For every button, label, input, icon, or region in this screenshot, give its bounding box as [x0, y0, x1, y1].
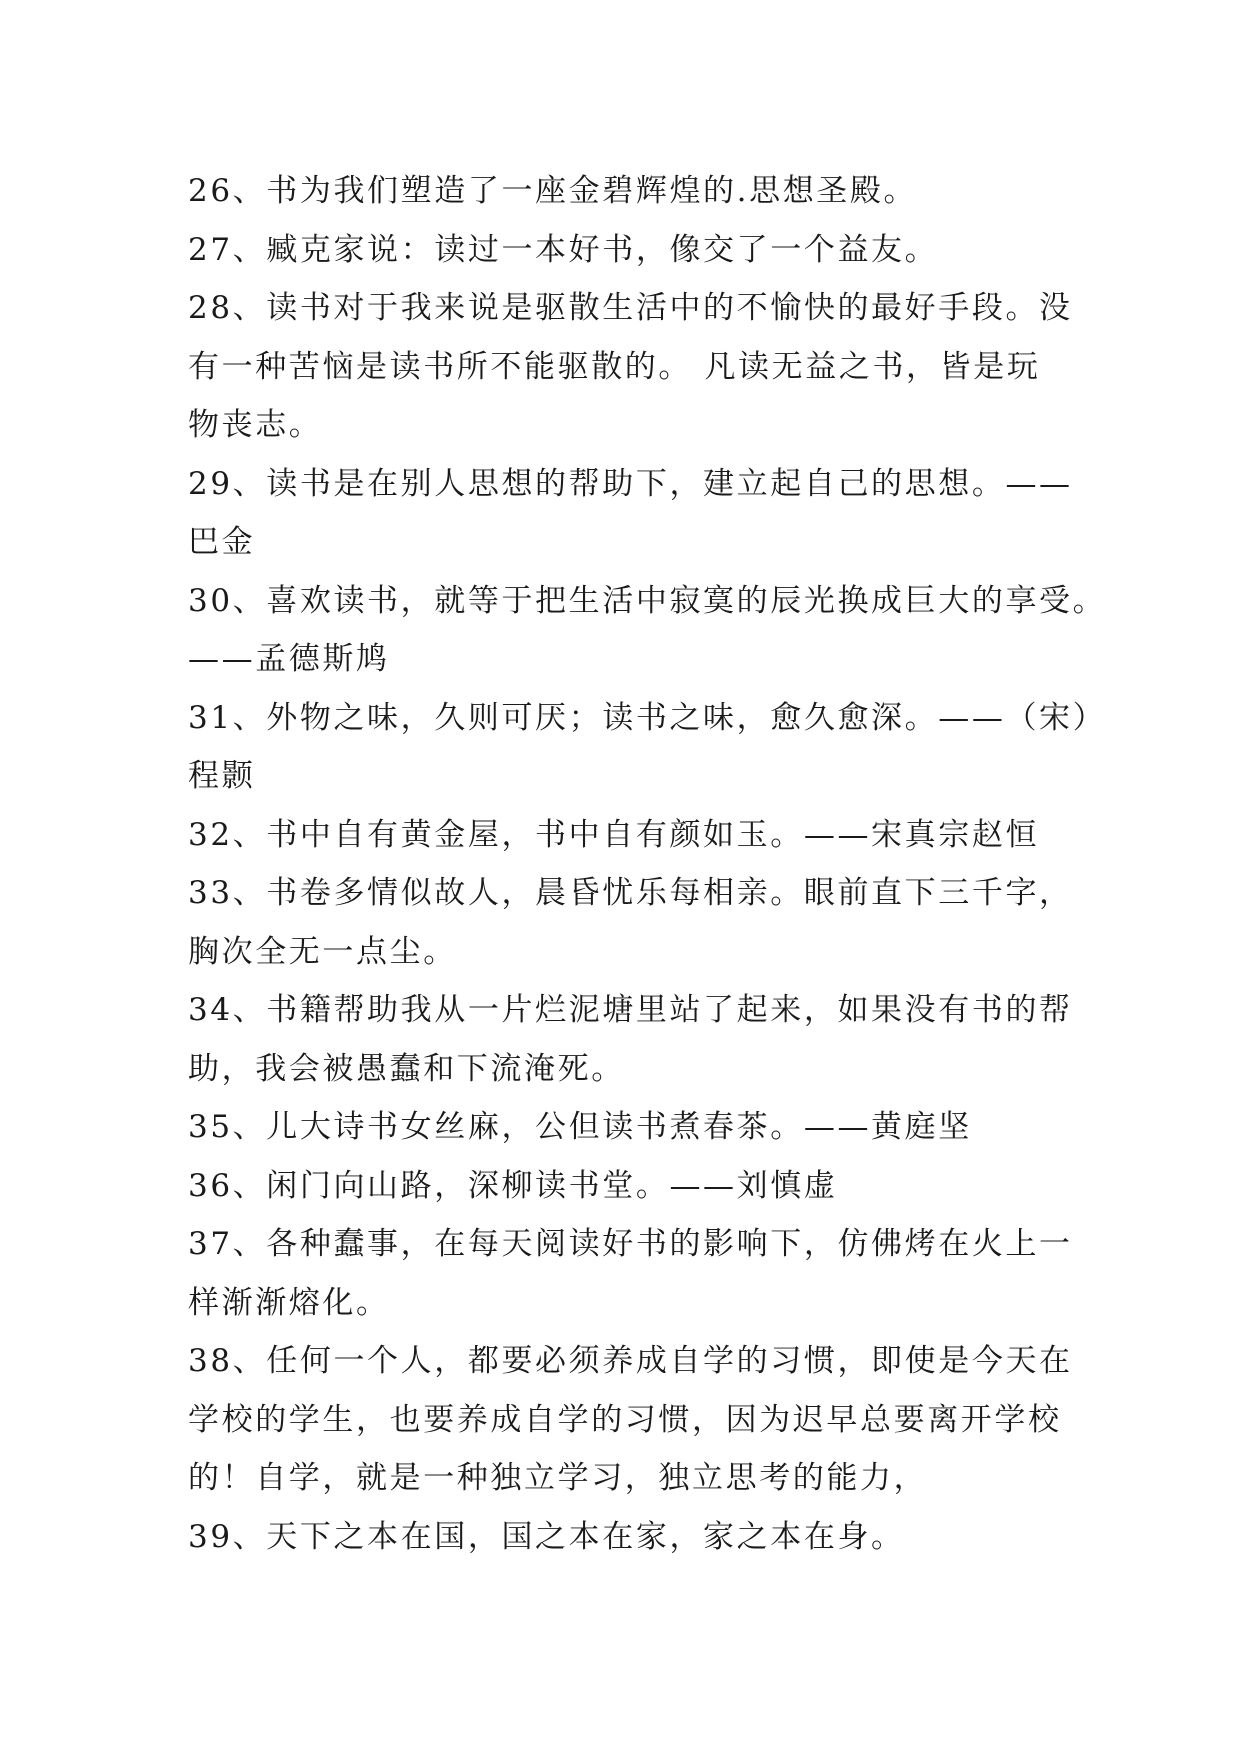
- text-line: 物丧志。: [188, 407, 323, 443]
- text-line: 32、书中自有黄金屋，书中自有颜如玉。——宋真宗赵恒: [188, 816, 1040, 853]
- text-line: 30、喜欢读书，就等于把生活中寂寞的辰光换成巨大的享受。: [188, 582, 1107, 619]
- quote-list: [188, 162, 1107, 1566]
- text-line: 29、读书是在别人思想的帮助下，建立起自己的思想。——: [188, 465, 1073, 502]
- text-line: 胸次全无一点尘。: [188, 933, 457, 970]
- text-line: 34、书籍帮助我从一片烂泥塘里站了起来，如果没有书的帮: [188, 992, 1073, 1028]
- text-line: 助，我会被愚蠢和下流淹死。: [188, 1050, 625, 1087]
- text-line: 样渐渐熔化。: [188, 1284, 390, 1321]
- text-line: 31、外物之味，久则可厌；读书之味，愈久愈深。——（宋）: [188, 699, 1107, 736]
- text-line: 有一种苦恼是读书所不能驱散的。 凡读无益之书，皆是玩: [188, 348, 1041, 385]
- text-line: 35、儿大诗书女丝麻，公但读书煮春茶。——黄庭坚: [188, 1109, 972, 1145]
- text-line: 28、读书对于我来说是驱散生活中的不愉快的最好手段。没: [188, 290, 1073, 326]
- text-line: 39、天下之本在国，国之本在家，家之本在身。: [188, 1518, 905, 1555]
- text-line: 26、书为我们塑造了一座金碧辉煌的.思想圣殿。: [188, 173, 918, 209]
- text-line: 38、任何一个人，都要必须养成自学的习惯，即使是今天在: [188, 1343, 1073, 1379]
- text-line: 程颢: [188, 758, 256, 794]
- text-line: 33、书卷多情似故人，晨昏忧乐每相亲。眼前直下三千字，: [188, 875, 1073, 911]
- text-line: 学校的学生，也要养成自学的习惯，因为迟早总要离开学校: [188, 1401, 1062, 1438]
- text-line: 36、闲门向山路，深柳读书堂。——刘慎虚: [188, 1167, 838, 1204]
- text-line: ——孟德斯鸠: [188, 641, 390, 677]
- text-line: 37、各种蠢事，在每天阅读好书的影响下，仿佛烤在火上一: [188, 1226, 1073, 1262]
- text-line: 的！自学，就是一种独立学习，独立思考的能力，: [188, 1460, 928, 1496]
- text-line: 巴金: [188, 524, 256, 560]
- text-line: 27、臧克家说：读过一本好书，像交了一个益友。: [188, 231, 939, 268]
